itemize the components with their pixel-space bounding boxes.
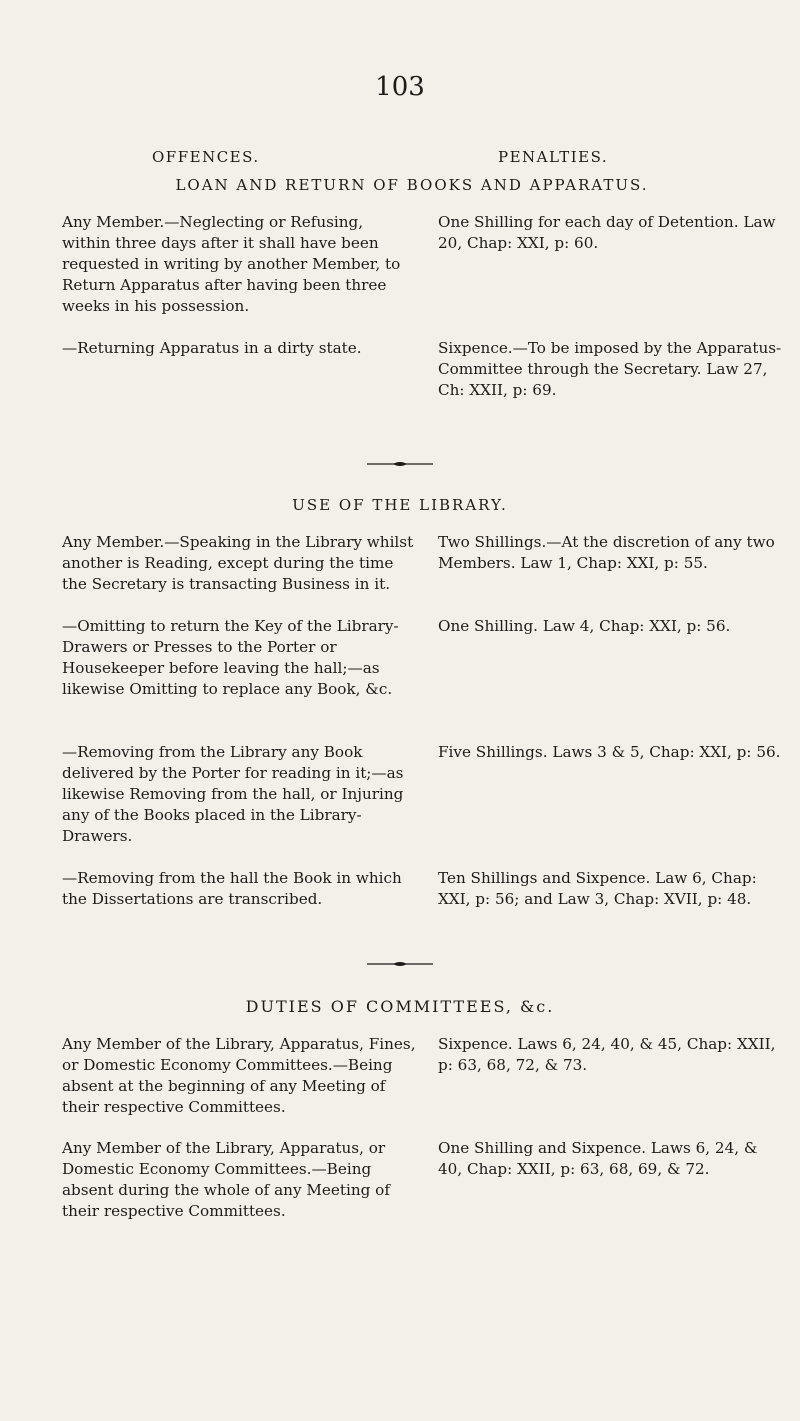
offence-library-4: —Removing from the hall the Book in which the Dissertations are transcribed. — [62, 869, 402, 908]
offence-library-3: —Removing from the Library any Book delivered by the Porter for reading in it;—as likewise Removing from the hall, or Injuring any of the Books placed in the Library-Drawers. — [62, 743, 404, 845]
penalty-library-4: Ten Shillings and Sixpence. Law 6, Chap: XXI, p: 56; and Law 3, Chap: XVII, p: 48. — [438, 869, 757, 908]
section-heading-library: USE OF THE LIBRARY. — [292, 496, 508, 514]
penalty-loan-1: One Shilling for each day of Detention. Law 20, Chap: XXI, p: 60. — [438, 213, 776, 252]
column-heading-penalties: PENALTIES. — [498, 148, 609, 166]
offence-committees-2: Any Member of the Library, Apparatus, or Domestic Economy Committees.—Being absent during the whole of any Meeting of their respective Committees. — [62, 1139, 390, 1220]
penalty-library-3: Five Shillings. Laws 3 & 5, Chap: XXI, p: 56. — [438, 743, 781, 761]
penalty-loan-2: Sixpence.—To be imposed by the Apparatus-Committee through the Secretary. Law 27, Ch: XXII, p: 69. — [438, 339, 782, 399]
section-heading-loan: LOAN AND RETURN OF BOOKS AND APPARATUS. — [175, 176, 649, 194]
penalty-library-2: One Shilling. Law 4, Chap: XXI, p: 56. — [438, 617, 731, 635]
divider-ornament — [365, 460, 435, 468]
penalty-library-1: Two Shillings.—At the discretion of any two Members. Law 1, Chap: XXI, p: 55. — [438, 533, 775, 572]
divider-ornament — [365, 960, 435, 968]
section-heading-committees: DUTIES OF COMMITTEES, &c. — [245, 997, 555, 1016]
offence-loan-1: Any Member.—Neglecting or Refusing, within three days after it shall have been requested in writing by another Member, to Return Apparatus after having been three weeks in his possession. — [62, 213, 401, 315]
offence-library-2: —Omitting to return the Key of the Library-Drawers or Presses to the Porter or Housekeeper before leaving the hall;—as likewise Omitting to replace any Book, &c. — [62, 617, 399, 698]
offence-library-1: Any Member.—Speaking in the Library whilst another is Reading, except during the time the Secretary is transacting Business in it. — [62, 533, 414, 593]
penalty-committees-1: Sixpence. Laws 6, 24, 40, & 45, Chap: XXII, p: 63, 68, 72, & 73. — [438, 1035, 776, 1074]
offence-committees-1: Any Member of the Library, Apparatus, Fines, or Domestic Economy Committees.—Being absent at the beginning of any Meeting of their respective Committees. — [62, 1035, 416, 1116]
penalty-committees-2: One Shilling and Sixpence. Laws 6, 24, & 40, Chap: XXII, p: 63, 68, 69, & 72. — [438, 1139, 758, 1178]
column-heading-offences: OFFENCES. — [152, 148, 260, 166]
page-number: 103 — [375, 72, 425, 102]
offence-loan-2: —Returning Apparatus in a dirty state. — [62, 339, 362, 357]
